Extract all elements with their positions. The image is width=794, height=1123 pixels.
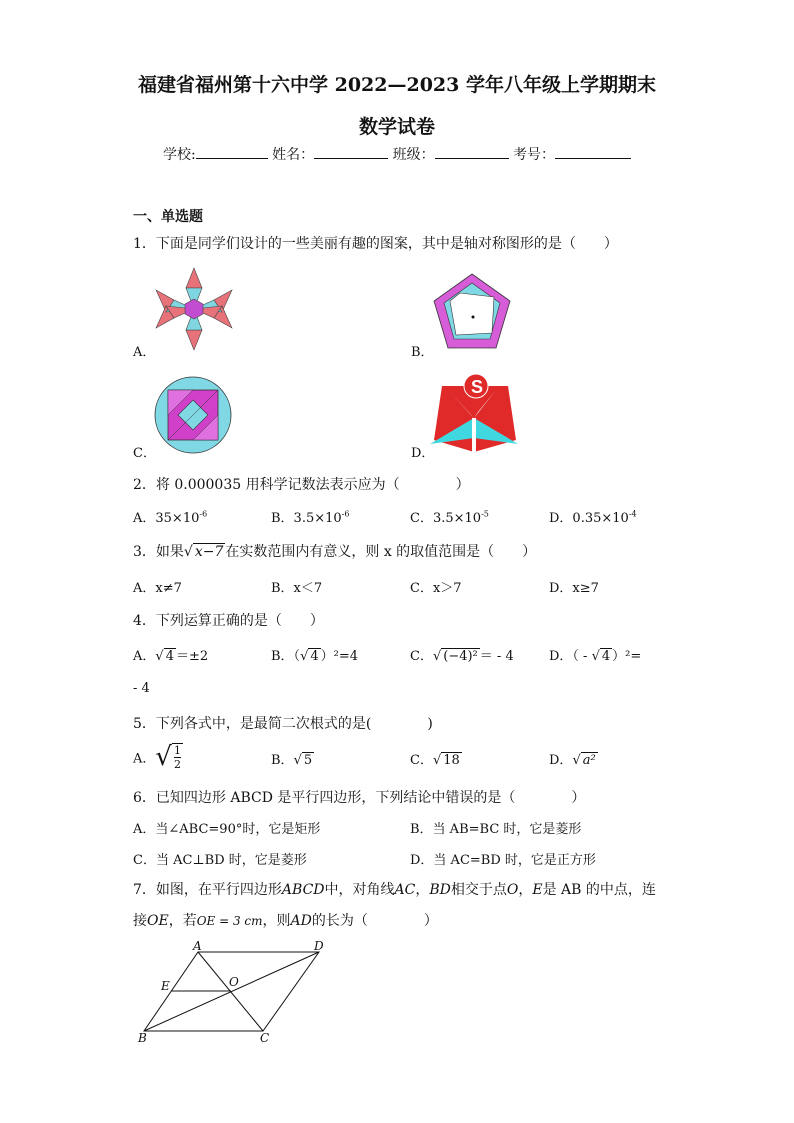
q1-figure-b-pentagon-pattern [430,271,514,353]
q5-option-b[interactable]: B．√ 5 [271,753,313,768]
q3-option-c[interactable]: C．x＞7 [410,581,462,596]
svg-text:S: S [471,377,484,397]
q6-stem: 6．已知四边形 ABCD 是平行四边形，下列结论中错误的是（ ） [133,790,586,806]
school-blank[interactable] [196,145,268,159]
class-blank[interactable] [435,145,509,159]
name-blank[interactable] [314,145,388,159]
q4-option-b[interactable]: B．（√ 4 ）²=4 [271,649,359,664]
q7-label-b: B [138,1031,147,1044]
q3-option-a[interactable]: A．x≠7 [133,581,182,596]
q6-option-a[interactable]: A．当∠ABC=90°时，它是矩形 [133,822,321,837]
q7-label-e: E [161,979,170,993]
q2-option-c[interactable]: C．$3.5\times 10^{-5}$ [410,509,489,526]
q2-option-b[interactable]: B．$3.5\times 10^{-6}$ [271,509,350,526]
title-line-1: 福建省福州第十六中学 2022—2023 学年八年级上学期期末 [138,74,656,96]
q7-label-o: O [229,975,239,989]
q6-option-b[interactable]: B．当 AB=BC 时，它是菱形 [410,822,582,837]
exam-number-blank[interactable] [555,145,631,159]
school-label: 学校: [162,147,196,163]
q4-option-a[interactable]: A．√ 4 ＝±2 [133,649,209,664]
q1-stem: 1．下面是同学们设计的一些美丽有趣的图案，其中是轴对称图形的是（ ） [133,236,618,252]
q2-option-a[interactable]: A．$35\times 10^{-6}$ [133,509,208,526]
q1-figure-d-star-triangle-pattern [430,370,520,456]
q1-option-c-label[interactable]: C． [133,446,156,461]
q5-stem: 5．下列各式中，是最简二次根式的是( ) [133,716,433,732]
q6-option-c[interactable]: C．当 AC⊥BD 时，它是菱形 [133,853,307,868]
q4-option-c[interactable]: C．√ (−4)² ＝ - 4 [410,649,514,664]
q7-label-c: C [260,1031,270,1044]
q5-option-c[interactable]: C．√ 18 [410,753,460,768]
q4-option-d[interactable]: D．（ - √ 4 ）²= [549,649,642,664]
q1-option-d-label[interactable]: D． [411,446,435,461]
q3-option-d[interactable]: D．x≥7 [549,581,599,596]
q1-option-a-label[interactable]: A． [133,345,156,360]
q3-stem: 3．如果√ x−7 在实数范围内有意义，则 x 的取值范围是（ ） [133,544,537,560]
q1-figure-c-circle-square-pattern [152,374,234,456]
q4-option-d-wrap: - 4 [133,681,150,696]
q3-option-b[interactable]: B．x＜7 [271,581,323,596]
q2-stem: 2．将 0.000035 用科学记数法表示应为（ ） [133,477,470,493]
q1-figure-a-star-pattern [152,266,236,352]
q4-stem: 4．下列运算正确的是（ ） [133,613,324,629]
q5-option-d[interactable]: D．√ a² [549,753,596,768]
q2-option-d[interactable]: D．$0.35\times 10^{-4}$ [549,509,637,526]
q7-label-a: A [193,940,202,953]
name-label: 姓名： [272,147,315,163]
section-heading: 一、单选题 [133,209,203,225]
q7-parallelogram-figure [136,940,336,1044]
title-line-2: 数学试卷 [358,116,435,138]
q6-option-d[interactable]: D．当 AC=BD 时，它是正方形 [410,853,596,868]
exam-number-label: 考号： [513,147,556,163]
q1-option-b-label[interactable]: B． [411,345,434,360]
q7-line-1: 7．如图，在平行四边形ABCD中，对角线AC，BD相交于点O，E是 AB 的中点，连 [133,882,656,898]
student-info-line [0,144,794,164]
q7-label-d: D [314,940,324,953]
q5-option-a[interactable]: A．√ $\frac{1}{2}$ [133,742,181,772]
class-label: 班级： [392,147,435,163]
q3-radical: √ x−7 [183,544,224,560]
q7-line-2: 接OE，若OE = 3 cm，则AD的长为（ ） [133,913,438,929]
